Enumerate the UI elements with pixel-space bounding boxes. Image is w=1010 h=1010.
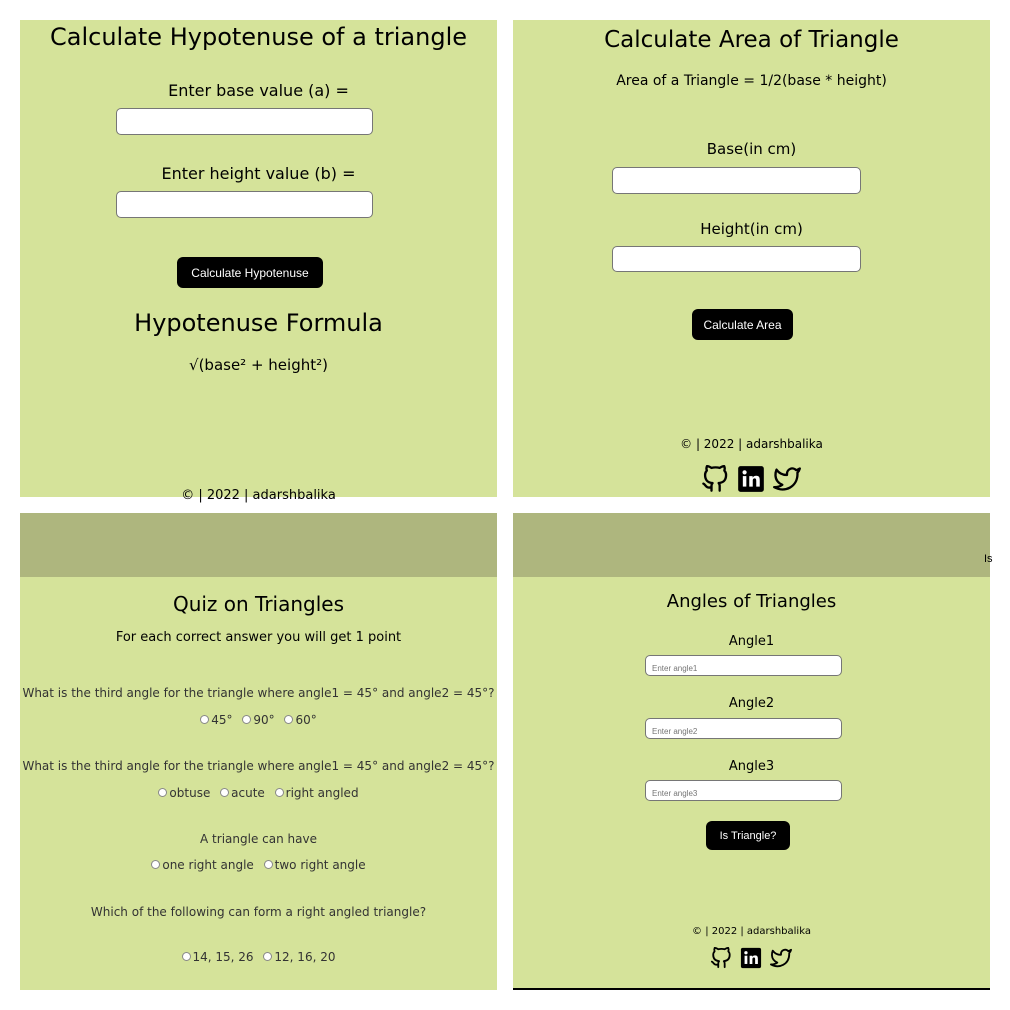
formula-title: Hypotenuse Formula [134,309,383,337]
angle2-input[interactable] [646,722,841,741]
radio-button[interactable] [284,715,293,724]
height-input[interactable] [117,192,372,217]
answer-option[interactable]: right angled [275,786,359,800]
twitter-icon[interactable] [769,947,793,969]
base-label: Base(in cm) [706,140,797,158]
panel-bottom-border [513,988,990,990]
question-text: A triangle can have [200,832,317,846]
calculate-hypotenuse-button[interactable]: Calculate Hypotenuse [177,257,323,288]
github-icon[interactable] [701,465,729,493]
radio-button[interactable] [220,788,229,797]
base-input[interactable] [613,168,860,193]
footer-text: © | 2022 | adarshbalika [680,437,823,451]
radio-button[interactable] [182,952,191,961]
question-text: What is the third angle for the triangle where angle1 = 45° and angle2 = 45°? [22,759,495,773]
height-input-box [116,191,373,218]
linkedin-icon[interactable] [740,947,762,969]
height-input[interactable] [613,248,860,272]
angle3-label: Angle3 [728,759,775,774]
angle2-input-box [645,718,842,739]
angle1-input[interactable] [646,659,841,678]
calculate-area-button[interactable]: Calculate Area [692,309,793,340]
radio-button[interactable] [158,788,167,797]
page-title: Calculate Hypotenuse of a triangle [49,23,467,51]
quiz-panel [20,513,497,990]
question-text: What is the third angle for the triangle where angle1 = 45° and angle2 = 45°? [22,686,495,700]
social-icons [513,465,990,493]
question-options [20,713,497,727]
radio-button[interactable] [263,952,272,961]
answer-option[interactable]: 60° [284,713,316,727]
header-nav-text[interactable]: Is [984,553,993,565]
angle1-label: Angle1 [728,634,775,649]
angle3-input[interactable] [646,784,841,803]
radio-button[interactable] [151,860,160,869]
page-title: Calculate Area of Triangle [604,27,899,53]
question-options [20,950,497,964]
github-icon[interactable] [710,947,732,969]
question-text: Which of the following can form a right angled triangle? [90,905,427,919]
area-formula: Area of a Triangle = 1/2(base * height) [616,73,887,89]
angle2-label: Angle2 [728,696,775,711]
social-icons [513,947,990,969]
base-label: Enter base value (a) = [168,81,349,100]
angle1-input-box [645,655,842,676]
radio-button[interactable] [200,715,209,724]
formula-text: √(base² + height²) [189,356,328,374]
answer-option[interactable]: 12, 16, 20 [263,950,335,964]
angles-panel [513,513,993,988]
answer-option[interactable]: acute [220,786,265,800]
answer-option[interactable]: one right angle [151,858,253,872]
page-title: Angles of Triangles [666,591,837,612]
answer-option[interactable]: two right angle [264,858,366,872]
base-input-box [116,108,373,135]
question-options [20,786,497,800]
question-options [20,858,497,872]
header-bar [20,513,497,577]
height-input-box [612,246,861,272]
answer-option[interactable]: 45° [200,713,232,727]
height-label: Enter height value (b) = [161,164,356,183]
footer-text: © | 2022 | adarshbalika [692,926,811,937]
is-triangle-button[interactable]: Is Triangle? [706,821,790,850]
page-title: Quiz on Triangles [172,592,345,616]
radio-button[interactable] [242,715,251,724]
linkedin-icon[interactable] [737,465,765,493]
angle3-input-box [645,780,842,801]
footer-text: © | 2022 | adarshbalika [181,488,336,503]
area-panel [513,20,990,497]
hypotenuse-panel [20,20,497,503]
radio-button[interactable] [264,860,273,869]
answer-option[interactable]: 14, 15, 26 [182,950,254,964]
quiz-subtitle: For each correct answer you will get 1 point [115,630,402,645]
radio-button[interactable] [275,788,284,797]
base-input-box [612,167,861,194]
answer-option[interactable]: 90° [242,713,274,727]
base-input[interactable] [117,109,372,134]
answer-option[interactable]: obtuse [158,786,210,800]
height-label: Height(in cm) [700,220,803,238]
twitter-icon[interactable] [772,465,802,493]
header-bar [513,513,993,577]
